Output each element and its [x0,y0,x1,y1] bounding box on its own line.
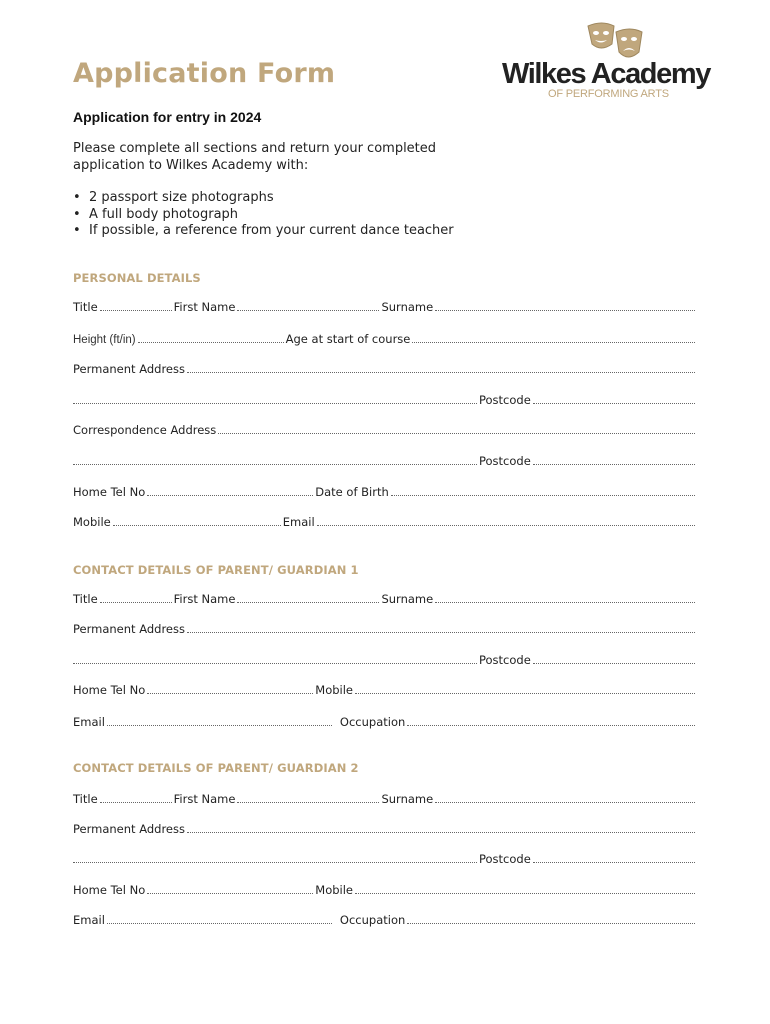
g1-first-name-label: First Name [173,592,236,606]
correspondence-postcode-row [73,454,697,468]
g1-occupation-field[interactable] [407,715,695,726]
g1-surname-field[interactable] [435,592,695,603]
dob-field[interactable] [391,485,695,496]
g2-email-field[interactable] [107,913,332,924]
guardian2-email-row [73,913,697,927]
mobile-label: Mobile [73,515,111,529]
personal-address-row [73,362,697,376]
mobile-field[interactable] [113,515,281,526]
height-label: Height (ft/in) [73,334,136,346]
g2-permanent-address-field[interactable] [187,822,695,833]
logo-wordmark: Wilkes Academy [502,58,710,90]
g2-first-name-label: First Name [173,792,236,806]
personal-postcode-row [73,393,697,407]
g2-occupation-label: Occupation [339,913,406,927]
g1-email-label: Email [73,715,105,729]
guardian1-address-row [73,622,697,636]
list-item: • A full body photograph [73,207,454,224]
correspondence-address-label: Correspondence Address [73,423,217,437]
home-tel-field[interactable] [147,485,313,496]
guardian2-address-row [73,822,697,836]
permanent-address-label: Permanent Address [73,362,185,376]
section-heading-personal: PERSONAL DETAILS [73,271,201,285]
g1-postcode-label: Postcode [479,653,531,667]
first-name-label: First Name [173,300,236,314]
g2-permanent-address-label: Permanent Address [73,822,185,836]
section-heading-guardian-2: CONTACT DETAILS OF PARENT/ GUARDIAN 2 [73,761,359,775]
academy-logo [500,22,730,102]
correspondence-address-line-2[interactable] [73,454,477,465]
g1-occupation-label: Occupation [339,715,406,729]
age-field[interactable] [412,332,695,343]
g1-surname-label: Surname [381,592,434,606]
g1-home-tel-label: Home Tel No [73,683,146,697]
guardian2-postcode-row [73,852,697,866]
g1-permanent-address-label: Permanent Address [73,622,185,636]
surname-label: Surname [381,300,434,314]
g1-mobile-label: Mobile [315,683,353,697]
permanent-address-field[interactable] [187,362,695,373]
form-subtitle: Application for entry in 2024 [73,109,262,125]
g1-first-name-field[interactable] [237,592,379,603]
g2-email-label: Email [73,913,105,927]
requirements-list [73,190,454,240]
g1-postcode-field[interactable] [533,653,695,664]
home-tel-label: Home Tel No [73,485,146,499]
g1-email-field[interactable] [107,715,332,726]
guardian1-name-row [73,592,697,606]
height-field[interactable] [138,332,284,343]
g2-postcode-field[interactable] [533,852,695,863]
g2-mobile-field[interactable] [355,883,695,894]
g2-address-line-2[interactable] [73,852,477,863]
g2-surname-field[interactable] [435,792,695,803]
g1-address-line-2[interactable] [73,653,477,664]
g2-postcode-label: Postcode [479,852,531,866]
correspondence-address-field[interactable] [218,423,695,434]
g1-permanent-address-field[interactable] [187,622,695,633]
intro-text: Please complete all sections and return your completed application to Wilkes Academy with: [73,141,437,173]
list-item: • 2 passport size photographs [73,190,454,207]
g1-mobile-field[interactable] [355,683,695,694]
guardian1-phone-row [73,683,697,697]
guardian1-postcode-row [73,653,697,667]
guardian2-phone-row [73,883,697,897]
g1-title-field[interactable] [100,592,172,603]
guardian2-name-row [73,792,697,806]
g2-home-tel-field[interactable] [147,883,313,894]
list-item: • If possible, a reference from your current dance teacher [73,223,454,240]
page-title: Application Form [73,58,336,89]
correspondence-postcode-field[interactable] [533,454,695,465]
dob-label: Date of Birth [315,485,389,499]
surname-field[interactable] [435,300,695,311]
logo-tagline: OF PERFORMING ARTS [548,88,669,100]
postcode-field[interactable] [533,393,695,404]
g1-title-label: Title [73,592,98,606]
title-field[interactable] [100,300,172,311]
g2-occupation-field[interactable] [407,913,695,924]
g2-mobile-label: Mobile [315,883,353,897]
g2-first-name-field[interactable] [237,792,379,803]
guardian1-email-row [73,715,697,729]
personal-mobile-row [73,515,697,529]
email-label: Email [282,515,315,529]
personal-height-row [73,332,697,346]
email-field[interactable] [317,515,695,526]
correspondence-address-row [73,423,697,437]
personal-phone-row [73,485,697,499]
age-label: Age at start of course [285,332,411,346]
g2-home-tel-label: Home Tel No [73,883,146,897]
section-heading-guardian-1: CONTACT DETAILS OF PARENT/ GUARDIAN 1 [73,563,359,577]
g2-title-field[interactable] [100,792,172,803]
correspondence-postcode-label: Postcode [479,454,531,468]
postcode-label: Postcode [479,393,531,407]
g2-surname-label: Surname [381,792,434,806]
g2-title-label: Title [73,792,98,806]
personal-name-row [73,300,697,314]
first-name-field[interactable] [237,300,379,311]
g1-home-tel-field[interactable] [147,683,313,694]
permanent-address-line-2[interactable] [73,393,477,404]
title-label: Title [73,300,98,314]
